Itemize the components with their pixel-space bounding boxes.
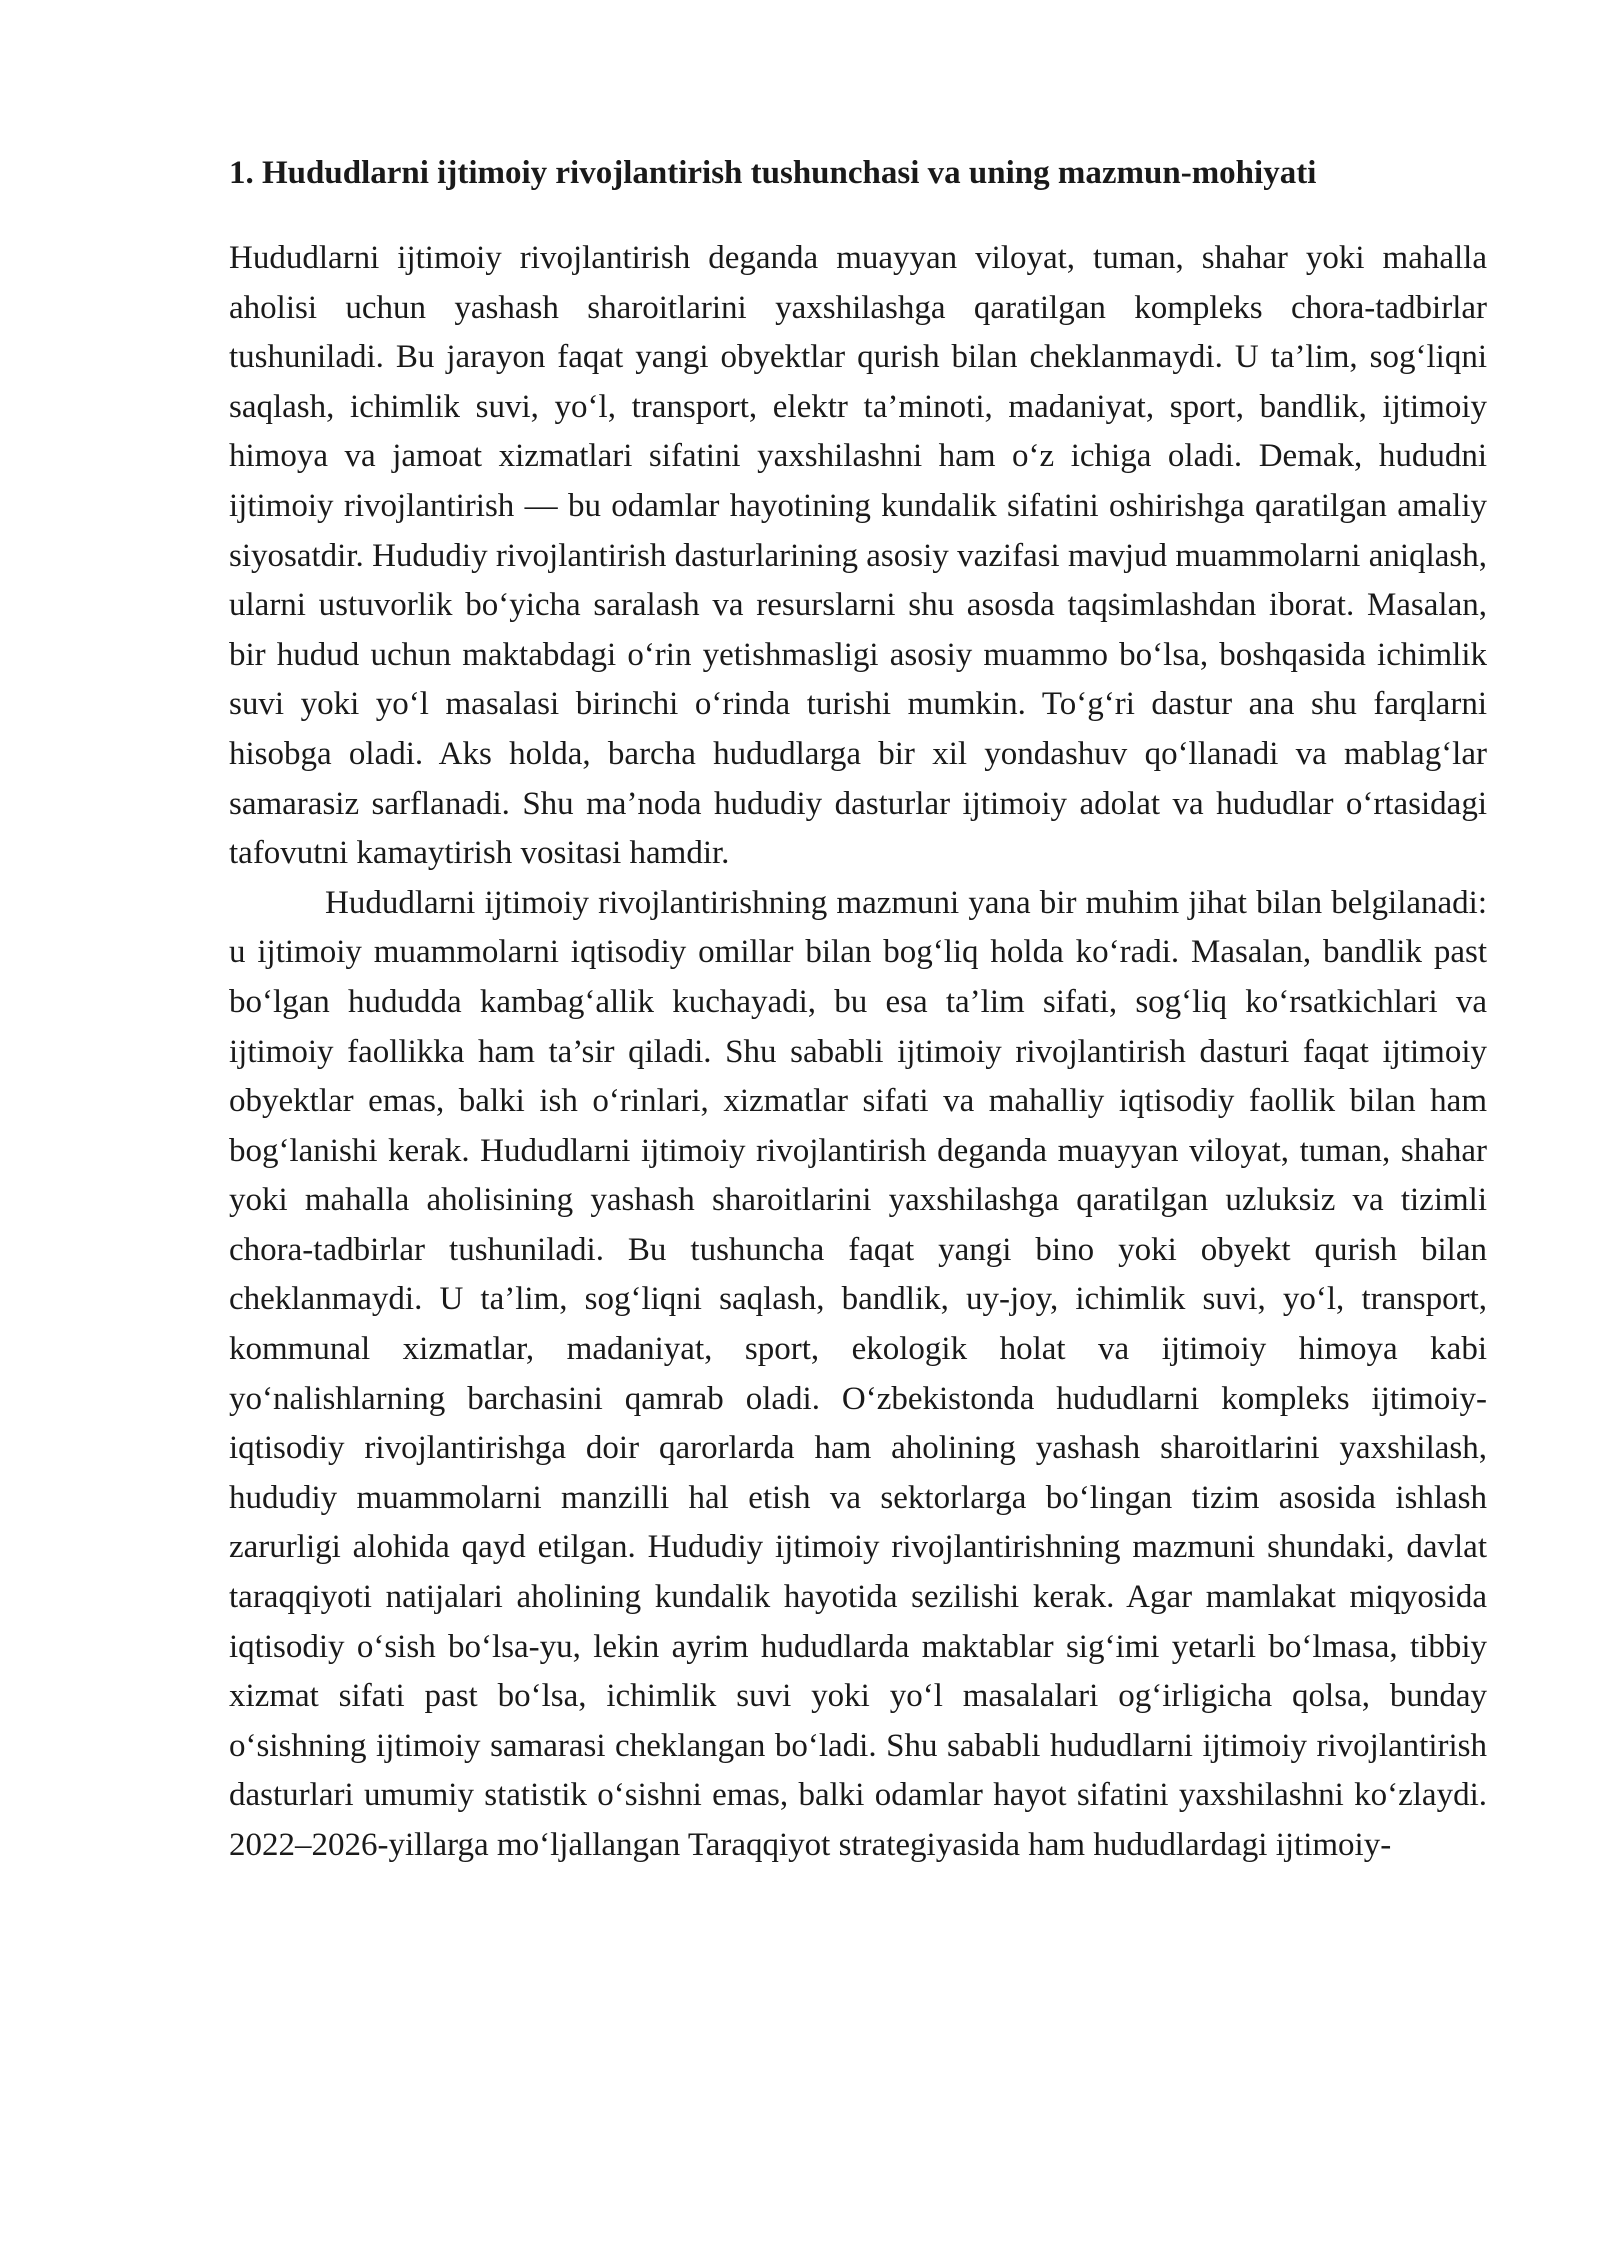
paragraph-1: Hududlarni ijtimoiy rivojlantirish deganda muayyan viloyat, tuman, shahar yoki mahalla aholisi uchun yashash sharoitlarini yaxshilashga qaratilgan kompleks chora-tadbirlar tushuniladi. Bu jarayon faqat yangi obyektlar qurish bilan cheklanmaydi. U ta’lim, sog‘liqni saqlash, ichimlik suvi, yo‘l, transport, elektr ta’minoti, madaniyat, sport, bandlik, ijtimoiy himoya va jamoat xizmatlari sifatini yaxshilashni ham o‘z ichiga oladi. Demak, hududni ijtimoiy rivojlantirish — bu odamlar hayotining kundalik sifatini oshirishga qaratilgan amaliy siyosatdir. Hududiy rivojlantirish dasturlarining asosiy vazifasi mavjud muammolarni aniqlash, ularni ustuvorlik bo‘yicha saralash va resurslarni shu asosda taqsimlashdan iborat. Masalan, bir hudud uchun maktabdagi o‘rin yetishmasligi asosiy muammo bo‘lsa, boshqasida ichimlik suvi yoki yo‘l masalasi birinchi o‘rinda turishi mumkin. To‘g‘ri dastur ana shu farqlarni hisobga oladi. Aks holda, barcha hududlarga bir xil yondashuv qo‘llanadi va mablag‘lar samarasiz sarflanadi. Shu ma’noda hududiy dasturlar ijtimoiy adolat va hududlar o‘rtasidagi tafovutni kamaytirish vositasi hamdir. bbox=[229, 240, 1487, 872]
paragraph-2: Hududlarni ijtimoiy rivojlantirishning mazmuni yana bir muhim jihat bilan belgilanadi: u ijtimoiy muammolarni iqtisodiy omillar bilan bog‘liq holda ko‘radi. Masalan, bandlik past bo‘lgan hududda kambag‘allik kuchayadi, bu esa ta’lim sifati, sog‘liq ko‘rsatkichlari va ijtimoiy faollikka ham ta’sir qiladi. Shu sababli ijtimoiy rivojlantirish dasturi faqat ijtimoiy obyektlar emas, balki ish o‘rinlari, xizmatlar sifati va mahalliy iqtisodiy faollik bilan ham bog‘lanishi kerak. Hududlarni ijtimoiy rivojlantirish deganda muayyan viloyat, tuman, shahar yoki mahalla aholisining yashash sharoitlarini yaxshilashga qaratilgan uzluksiz va tizimli chora-tadbirlar tushuniladi. Bu tushuncha faqat yangi bino yoki obyekt qurish bilan cheklanmaydi. U ta’lim, sog‘liqni saqlash, bandlik, uy-joy, ichimlik suvi, yo‘l, transport, kommunal xizmatlar, madaniyat, sport, ekologik holat va ijtimoiy himoya kabi yo‘nalishlarning barchasini qamrab oladi. O‘zbekistonda hududlarni kompleks ijtimoiy-iqtisodiy rivojlantirishga doir qarorlarda ham aholining yashash sharoitlarini yaxshilash, hududiy muammolarni manzilli hal etish va sektorlarga bo‘lingan tizim asosida ishlash zarurligi alohida qayd etilgan. Hududiy ijtimoiy rivojlantirishning mazmuni shundaki, davlat taraqqiyoti natijalari aholining kundalik hayotida sezilishi kerak. Agar mamlakat miqyosida iqtisodiy o‘sish bo‘lsa-yu, lekin ayrim hududlarda maktablar sig‘imi yetarli bo‘lmasa, tibbiy xizmat sifati past bo‘lsa, ichimlik suvi yoki yo‘l masalalari og‘irligicha qolsa, bunday o‘sishning ijtimoiy samarasi cheklangan bo‘ladi. Shu sababli hududlarni ijtimoiy rivojlantirish dasturlari umumiy statistik o‘sishni emas, balki odamlar hayot sifatini yaxshilashni ko‘zlaydi. 2022–2026-yillarga mo‘ljallangan Taraqqiyot strategiyasida ham hududlardagi ijtimoiy- bbox=[229, 884, 1487, 1863]
section-heading: 1. Hududlarni ijtimoiy rivojlantirish tushunchasi va uning mazmun-mohiyati bbox=[229, 155, 1317, 191]
document-body bbox=[229, 148, 1487, 1871]
